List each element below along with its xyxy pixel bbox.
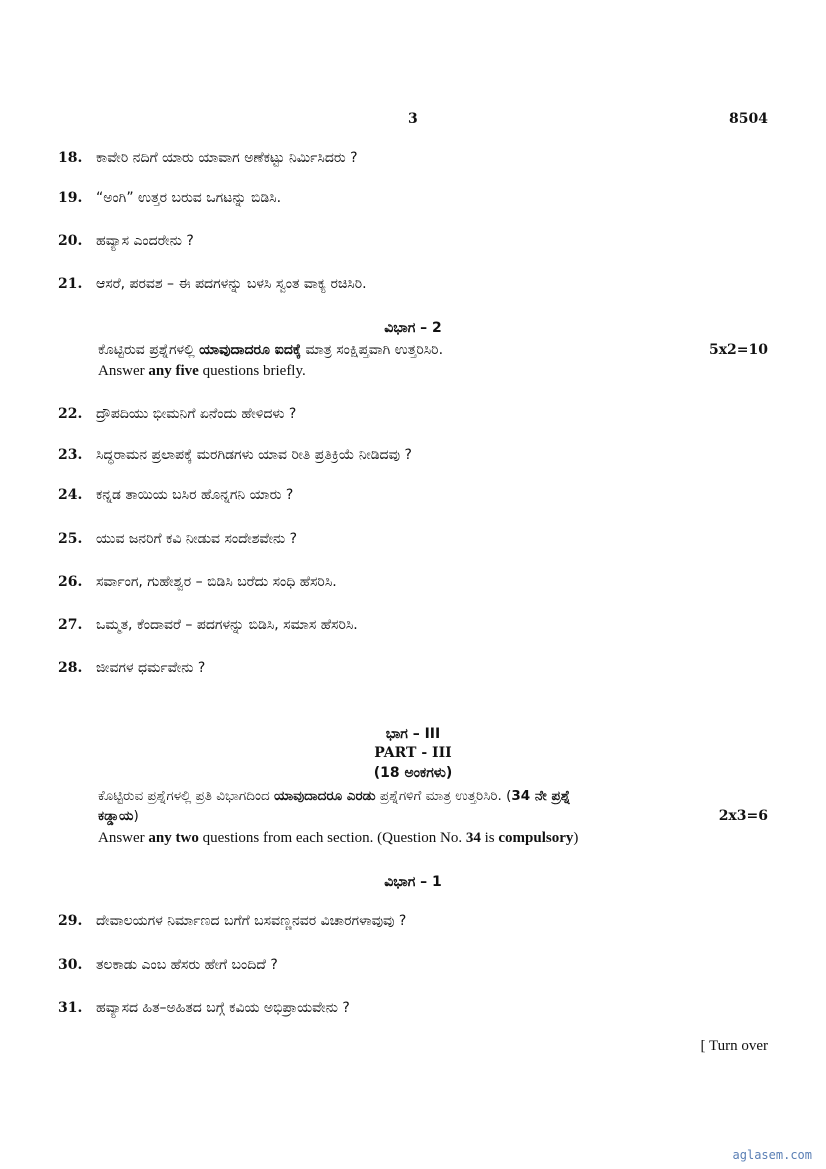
question-text: ಹವ್ಯಾಸದ ಹಿತ–ಅಹಿತದ ಬಗ್ಗೆ ಕವಿಯ ಅಭಿಪ್ರಾಯವೇನು ? xyxy=(96,1000,350,1016)
question-text: ಕನ್ನಡ ತಾಯಿಯ ಬಸಿರ ಹೊನ್ನಗನಿ ಯಾರು ? xyxy=(96,487,294,503)
section-heading: ವಿಭಾಗ – 2 xyxy=(384,320,442,336)
turn-over-note: [ Turn over xyxy=(700,1038,768,1054)
question-number: 29. xyxy=(58,913,83,929)
question-number: 21. xyxy=(58,276,83,292)
section-instruction-english xyxy=(98,363,306,380)
question-item xyxy=(58,617,358,633)
question-item xyxy=(58,276,367,292)
instruction-bold-text: ಕಡ್ಡಾಯ xyxy=(98,808,134,824)
instruction-text: ಕೊಟ್ಟಿರುವ ಪ್ರಶ್ನೆಗಳಲ್ಲಿ ಪ್ರತಿ ವಿಭಾಗದಿಂದ xyxy=(98,788,274,804)
question-text: ಸರ್ವಾಂಗ, ಗುಹೇಶ್ವರ – ಬಿಡಿಸಿ ಬರೆದು ಸಂಧಿ ಹೆಸರಿಸಿ. xyxy=(96,574,337,590)
question-item xyxy=(58,1000,350,1016)
instruction-bold-text: 34 xyxy=(465,830,481,846)
section-instruction xyxy=(98,342,443,358)
part-heading-english: PART - III xyxy=(374,745,452,761)
question-number: 22. xyxy=(58,406,83,422)
question-number: 23. xyxy=(58,447,83,463)
instruction-bold-text: compulsory xyxy=(498,830,574,846)
part-instruction-line2 xyxy=(98,808,139,824)
question-item xyxy=(58,487,293,503)
question-item xyxy=(58,531,297,547)
question-number: 24. xyxy=(58,487,83,503)
question-text: ಸಿದ್ಧರಾಮನ ಪ್ರಲಾಪಕ್ಕೆ ಮರಗಿಡಗಳು ಯಾವ ರೀತಿ ಪ್ರತಿಕ್ರಿಯೆ ನೀಡಿದವು ? xyxy=(96,447,412,463)
question-item xyxy=(58,233,194,249)
instruction-text: questions from each section. (Question No. xyxy=(198,830,466,846)
question-text: ಜೀವಗಳ ಧರ್ಮವೇನು ? xyxy=(96,660,206,676)
question-item xyxy=(58,447,412,463)
question-item xyxy=(58,660,205,676)
instruction-bold-text: 34 ನೇ ಪ್ರಶ್ನೆ xyxy=(511,788,571,804)
instruction-bold-text: any five xyxy=(148,363,199,379)
question-text: ದ್ರೌಪದಿಯು ಭೀಮನಿಗೆ ಏನೆಂದು ಹೇಳಿದಳು ? xyxy=(96,406,297,422)
question-text: ಕಾವೇರಿ ನದಿಗೆ ಯಾರು ಯಾವಾಗ ಅಣೆಕಟ್ಟು ನಿರ್ಮಿಸಿದರು ? xyxy=(96,150,358,166)
instruction-text: ) xyxy=(573,830,579,846)
part-marks: (18 ಅಂಕಗಳು) xyxy=(373,765,453,781)
question-item xyxy=(58,406,296,422)
question-number: 31. xyxy=(58,1000,83,1016)
question-item xyxy=(58,190,281,206)
instruction-text: Answer xyxy=(98,363,149,379)
section-marks: 5x2=10 xyxy=(708,342,768,358)
instruction-text: questions briefly. xyxy=(198,363,306,379)
question-text: ದೇವಾಲಯಗಳ ನಿರ್ಮಾಣದ ಬಗೆಗೆ ಬಸವಣ್ಣನವರ ವಿಚಾರಗಳಾವುವು ? xyxy=(96,913,407,929)
question-text: ಯುವ ಜನರಿಗೆ ಕವಿ ನೀಡುವ ಸಂದೇಶವೇನು ? xyxy=(96,531,298,547)
question-text: ಒಮ್ಮತ, ಕೆಂದಾವರೆ – ಪದಗಳನ್ನು ಬಿಡಿಸಿ, ಸಮಾಸ ಹೆಸರಿಸಿ. xyxy=(96,617,358,633)
instruction-bold-text: ಯಾವುದಾದರೂ ಎರಡು xyxy=(273,788,376,804)
watermark: aglasem.com xyxy=(732,1148,812,1162)
instruction-text: ಮಾತ್ರ ಸಂಕ್ಷಿಪ್ತವಾಗಿ ಉತ್ತರಿಸಿರಿ. xyxy=(301,342,444,358)
question-text: “ಅಂಗಿ” ಉತ್ತರ ಬರುವ ಒಗಟನ್ನು ಬಿಡಿಸಿ. xyxy=(96,190,282,206)
question-text: ಹವ್ಯಾಸ ಎಂದರೇನು ? xyxy=(96,233,194,249)
question-number: 26. xyxy=(58,574,83,590)
question-item xyxy=(58,150,358,166)
question-number: 20. xyxy=(58,233,83,249)
paper-code: 8504 xyxy=(729,111,768,127)
question-number: 25. xyxy=(58,531,83,547)
page-number: 3 xyxy=(408,111,418,127)
question-number: 27. xyxy=(58,617,83,633)
question-item xyxy=(58,957,278,973)
part-section-marks: 2x3=6 xyxy=(718,808,768,824)
question-item xyxy=(58,913,406,929)
instruction-bold-text: any two xyxy=(148,830,199,846)
instruction-text: ಪ್ರಶ್ನೆಗಳಿಗೆ ಮಾತ್ರ ಉತ್ತರಿಸಿರಿ. ( xyxy=(375,788,512,804)
question-text: ತಲಕಾಡು ಎಂಬ ಹೆಸರು ಹೇಗೆ ಬಂದಿದೆ ? xyxy=(96,957,278,973)
question-item xyxy=(58,574,337,590)
question-text: ಆಸರೆ, ಪರವಶ – ಈ ಪದಗಳನ್ನು ಬಳಸಿ ಸ್ವಂತ ವಾಕ್ಯ ರಚಿಸಿರಿ. xyxy=(96,276,367,292)
instruction-text: ಕೊಟ್ಟಿರುವ ಪ್ರಶ್ನೆಗಳಲ್ಲಿ xyxy=(98,342,200,358)
question-number: 28. xyxy=(58,660,83,676)
instruction-text: Answer xyxy=(98,830,149,846)
question-number: 18. xyxy=(58,150,83,166)
part-instruction-english xyxy=(98,830,578,847)
instruction-text: ) xyxy=(133,808,139,824)
section-heading: ವಿಭಾಗ – 1 xyxy=(384,874,442,890)
part-instruction xyxy=(98,788,570,804)
instruction-text: is xyxy=(480,830,499,846)
instruction-bold-text: ಯಾವುದಾದರೂ ಐದಕ್ಕೆ xyxy=(199,342,302,358)
part-heading-kannada: ಭಾಗ – III xyxy=(385,726,441,742)
question-number: 19. xyxy=(58,190,83,206)
question-number: 30. xyxy=(58,957,83,973)
